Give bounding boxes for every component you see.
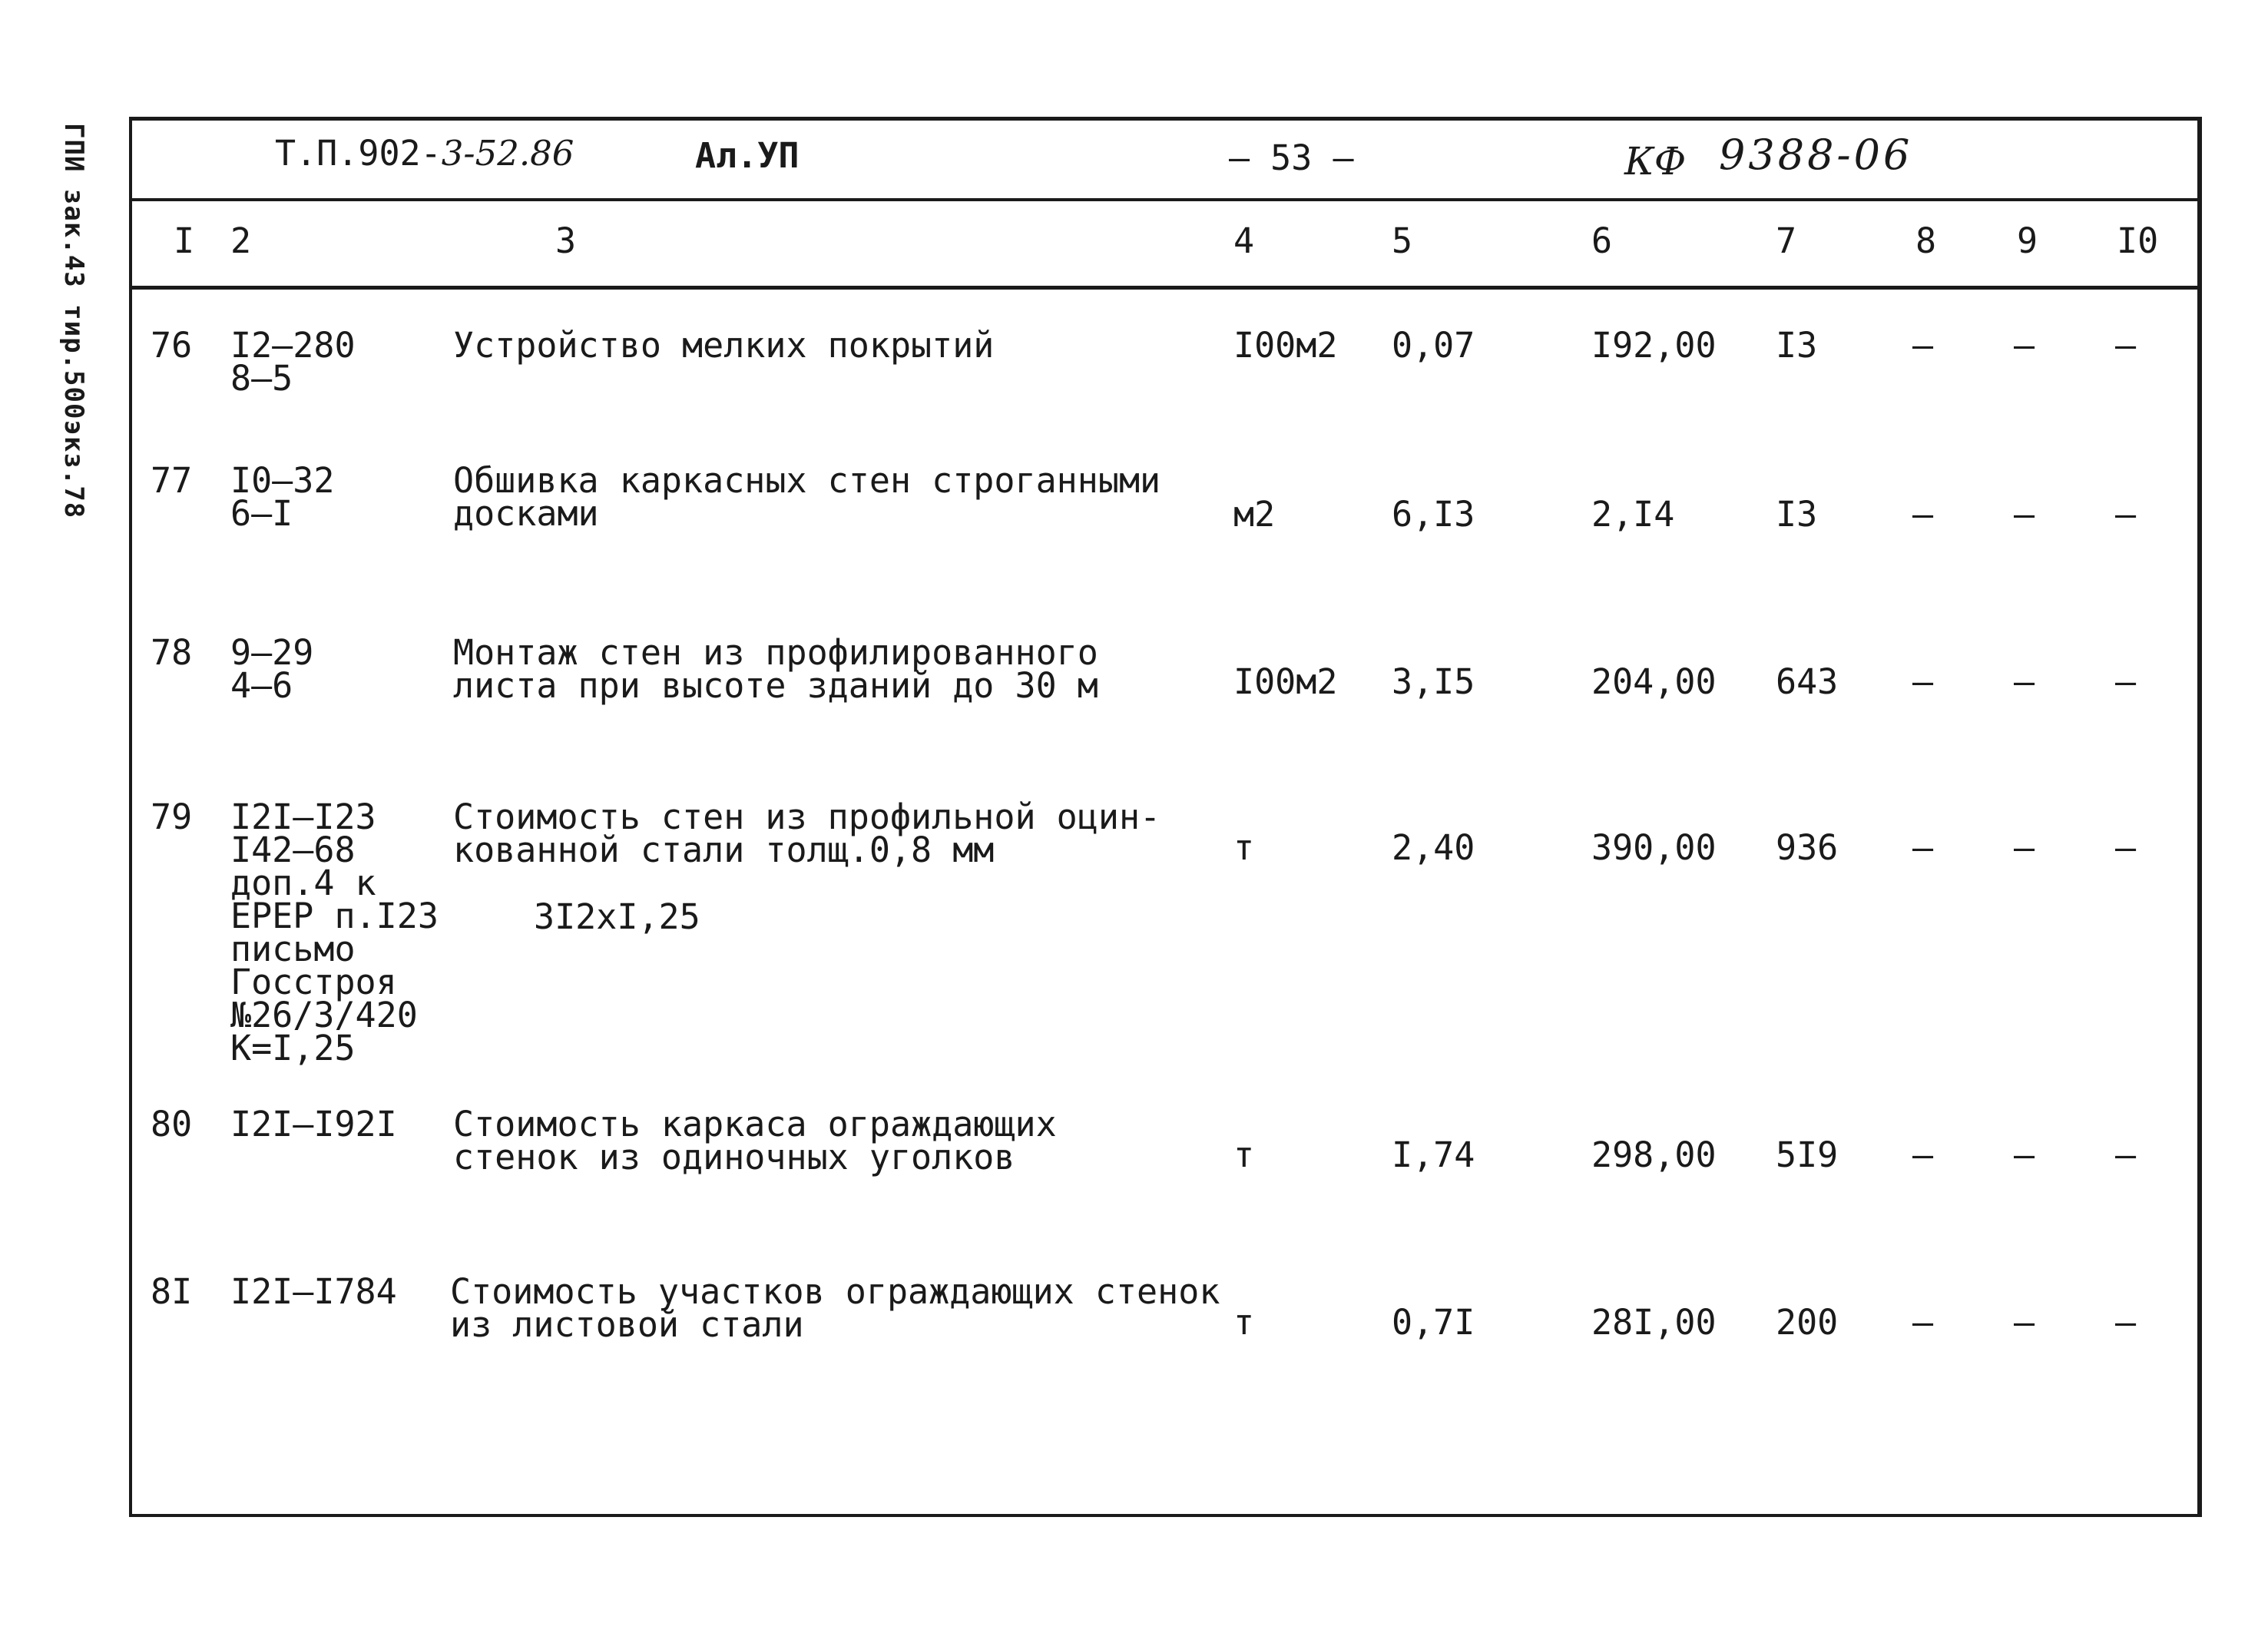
- header-divider: [129, 198, 2202, 201]
- row-unit: т: [1233, 1302, 1255, 1343]
- row-unit-price: I92,00: [1591, 325, 1717, 366]
- row-reference: 9–29 4–6: [230, 632, 314, 706]
- row-unit: I00м2: [1233, 325, 1338, 366]
- row-unit: т: [1233, 827, 1255, 868]
- code-letters: КФ: [1624, 139, 1687, 184]
- col-header-5: 5: [1392, 220, 1413, 261]
- row-col8: –: [1912, 827, 1934, 868]
- row-col10: –: [2115, 1134, 2137, 1175]
- row-unit-price: 204,00: [1591, 661, 1717, 702]
- row-description-extra: 3I2хI,25: [534, 896, 700, 937]
- row-col9: –: [2014, 494, 2035, 535]
- row-col9: –: [2014, 1134, 2035, 1175]
- col-header-3: 3: [555, 220, 577, 261]
- row-total: 643: [1776, 661, 1839, 702]
- doc-number: Т.П.902-3-52.86: [275, 133, 574, 174]
- col-header-9: 9: [2017, 220, 2038, 261]
- row-unit-price: 2,I4: [1591, 494, 1675, 535]
- row-col8: –: [1912, 1134, 1934, 1175]
- col-header-6: 6: [1591, 220, 1613, 261]
- row-total: I3: [1776, 494, 1818, 535]
- row-total: 200: [1776, 1302, 1839, 1343]
- row-reference: I2I–I23 I42–68 доп.4 к ЕРЕР п.I23 письмо Госстроя №26/3/420 К=I,25: [230, 797, 439, 1068]
- row-col8: –: [1912, 494, 1934, 535]
- row-number: 77: [151, 460, 193, 501]
- row-number: 8I: [151, 1271, 193, 1312]
- row-number: 76: [151, 325, 193, 366]
- row-col8: –: [1912, 325, 1934, 366]
- row-unit-price: 28I,00: [1591, 1302, 1717, 1343]
- row-reference: I2I–I92I: [230, 1104, 397, 1144]
- col-header-2: 2: [230, 220, 252, 261]
- row-col8: –: [1912, 661, 1934, 702]
- row-reference: I2–280 8–5: [230, 325, 356, 399]
- row-description: Монтаж стен из профилированного листа при высоте зданий до 30 м: [453, 632, 1098, 706]
- row-col8: –: [1912, 1302, 1934, 1343]
- col-header-8: 8: [1915, 220, 1937, 261]
- side-stamp: [48, 123, 101, 522]
- row-col10: –: [2115, 494, 2137, 535]
- col-header-4: 4: [1233, 220, 1255, 261]
- side-note: ГПИ зак.43 тир.500экз.78: [58, 123, 89, 519]
- row-reference: I2I–I784: [230, 1271, 397, 1312]
- row-quantity: 0,07: [1392, 325, 1475, 366]
- row-quantity: 2,40: [1392, 827, 1475, 868]
- row-unit: м2: [1233, 494, 1276, 535]
- col-header-1: I: [174, 220, 195, 261]
- row-reference: I0–32 6–I: [230, 460, 335, 534]
- row-number: 80: [151, 1104, 193, 1144]
- row-unit: т: [1233, 1134, 1255, 1175]
- row-unit: I00м2: [1233, 661, 1338, 702]
- row-quantity: 3,I5: [1392, 661, 1475, 702]
- row-quantity: 6,I3: [1392, 494, 1475, 535]
- row-total: 5I9: [1776, 1134, 1839, 1175]
- row-col10: –: [2115, 661, 2137, 702]
- row-quantity: I,74: [1392, 1134, 1475, 1175]
- column-header-divider: [129, 286, 2202, 290]
- row-total: I3: [1776, 325, 1818, 366]
- col-header-7: 7: [1776, 220, 1797, 261]
- row-description: Стоимость стен из профильной оцин- кованной стали толщ.0,8 мм: [453, 797, 1161, 870]
- row-col9: –: [2014, 661, 2035, 702]
- row-col9: –: [2014, 827, 2035, 868]
- row-number: 79: [151, 797, 193, 837]
- row-col9: –: [2014, 325, 2035, 366]
- row-col10: –: [2115, 325, 2137, 366]
- row-description: Обшивка каркасных стен строганными досками: [453, 460, 1161, 534]
- row-description: Устройство мелких покрытий: [453, 325, 995, 366]
- row-unit-price: 298,00: [1591, 1134, 1717, 1175]
- row-quantity: 0,7I: [1392, 1302, 1475, 1343]
- row-col10: –: [2115, 827, 2137, 868]
- row-col9: –: [2014, 1302, 2035, 1343]
- row-description: Стоимость участков ограждающих стенок из листовой стали: [450, 1271, 1220, 1345]
- row-total: 936: [1776, 827, 1839, 868]
- page-number: – 53 –: [1229, 137, 1354, 178]
- code-number: 9388-06: [1719, 131, 1913, 179]
- col-header-10: I0: [2117, 220, 2159, 261]
- album-label: Ал.УП: [695, 135, 800, 176]
- row-number: 78: [151, 632, 193, 673]
- row-col10: –: [2115, 1302, 2137, 1343]
- row-description: Стоимость каркаса ограждающих стенок из одиночных уголков: [453, 1104, 1057, 1178]
- row-unit-price: 390,00: [1591, 827, 1717, 868]
